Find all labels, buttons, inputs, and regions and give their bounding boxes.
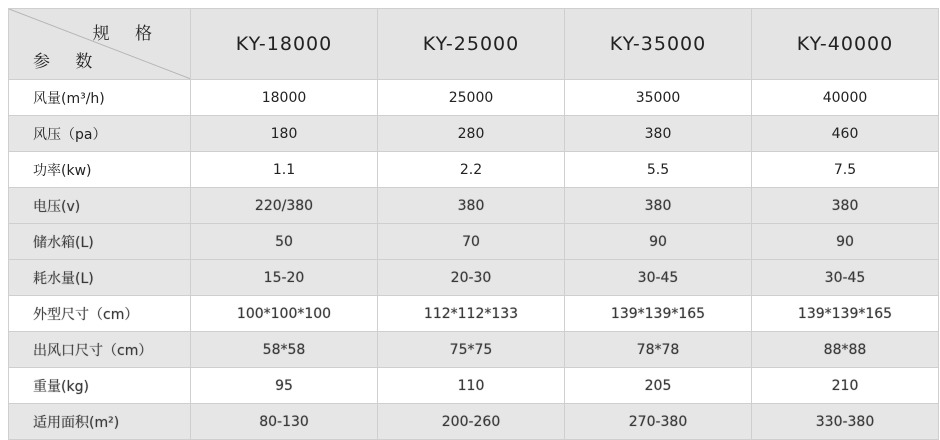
value-cell: 139*139*165 (565, 296, 752, 332)
model-header-4: KY-40000 (752, 9, 939, 80)
table-row (9, 188, 939, 224)
table-row (9, 116, 939, 152)
param-cell: 储水箱(L) (9, 224, 191, 260)
param-cell: 风量(m³/h) (9, 80, 191, 116)
value-cell: 270-380 (565, 404, 752, 440)
value-cell: 75*75 (378, 332, 565, 368)
table-row (9, 224, 939, 260)
value-cell: 460 (752, 116, 939, 152)
param-cell: 重量(kg) (9, 368, 191, 404)
value-cell: 380 (565, 188, 752, 224)
value-cell: 88*88 (752, 332, 939, 368)
param-cell: 适用面积(m²) (9, 404, 191, 440)
value-cell: 90 (565, 224, 752, 260)
value-cell: 78*78 (565, 332, 752, 368)
corner-header-cell (9, 9, 191, 80)
value-cell: 210 (752, 368, 939, 404)
param-label: 参 数 (33, 52, 103, 72)
param-cell: 外型尺寸（cm） (9, 296, 191, 332)
table-row (9, 152, 939, 188)
header-row (9, 9, 939, 80)
param-cell: 风压（pa） (9, 116, 191, 152)
value-cell: 380 (752, 188, 939, 224)
value-cell: 40000 (752, 80, 939, 116)
value-cell: 7.5 (752, 152, 939, 188)
spec-label: 规 格 (92, 24, 162, 44)
table-row (9, 332, 939, 368)
value-cell: 220/380 (191, 188, 378, 224)
param-cell: 耗水量(L) (9, 260, 191, 296)
value-cell: 1.1 (191, 152, 378, 188)
value-cell: 180 (191, 116, 378, 152)
param-cell: 功率(kw) (9, 152, 191, 188)
spec-table (8, 8, 939, 440)
value-cell: 200-260 (378, 404, 565, 440)
value-cell: 139*139*165 (752, 296, 939, 332)
value-cell: 70 (378, 224, 565, 260)
value-cell: 100*100*100 (191, 296, 378, 332)
value-cell: 380 (565, 116, 752, 152)
value-cell: 330-380 (752, 404, 939, 440)
value-cell: 280 (378, 116, 565, 152)
value-cell: 380 (378, 188, 565, 224)
value-cell: 2.2 (378, 152, 565, 188)
param-cell: 电压(v) (9, 188, 191, 224)
table-row (9, 296, 939, 332)
value-cell: 30-45 (752, 260, 939, 296)
value-cell: 35000 (565, 80, 752, 116)
table-row (9, 368, 939, 404)
table-row (9, 404, 939, 440)
table-row (9, 80, 939, 116)
value-cell: 15-20 (191, 260, 378, 296)
model-header-2: KY-25000 (378, 9, 565, 80)
model-header-3: KY-35000 (565, 9, 752, 80)
value-cell: 95 (191, 368, 378, 404)
value-cell: 50 (191, 224, 378, 260)
value-cell: 25000 (378, 80, 565, 116)
value-cell: 110 (378, 368, 565, 404)
value-cell: 205 (565, 368, 752, 404)
value-cell: 20-30 (378, 260, 565, 296)
value-cell: 112*112*133 (378, 296, 565, 332)
value-cell: 90 (752, 224, 939, 260)
value-cell: 18000 (191, 80, 378, 116)
table-row (9, 260, 939, 296)
value-cell: 80-130 (191, 404, 378, 440)
model-header-1: KY-18000 (191, 9, 378, 80)
param-cell: 出风口尺寸（cm） (9, 332, 191, 368)
value-cell: 30-45 (565, 260, 752, 296)
value-cell: 5.5 (565, 152, 752, 188)
value-cell: 58*58 (191, 332, 378, 368)
